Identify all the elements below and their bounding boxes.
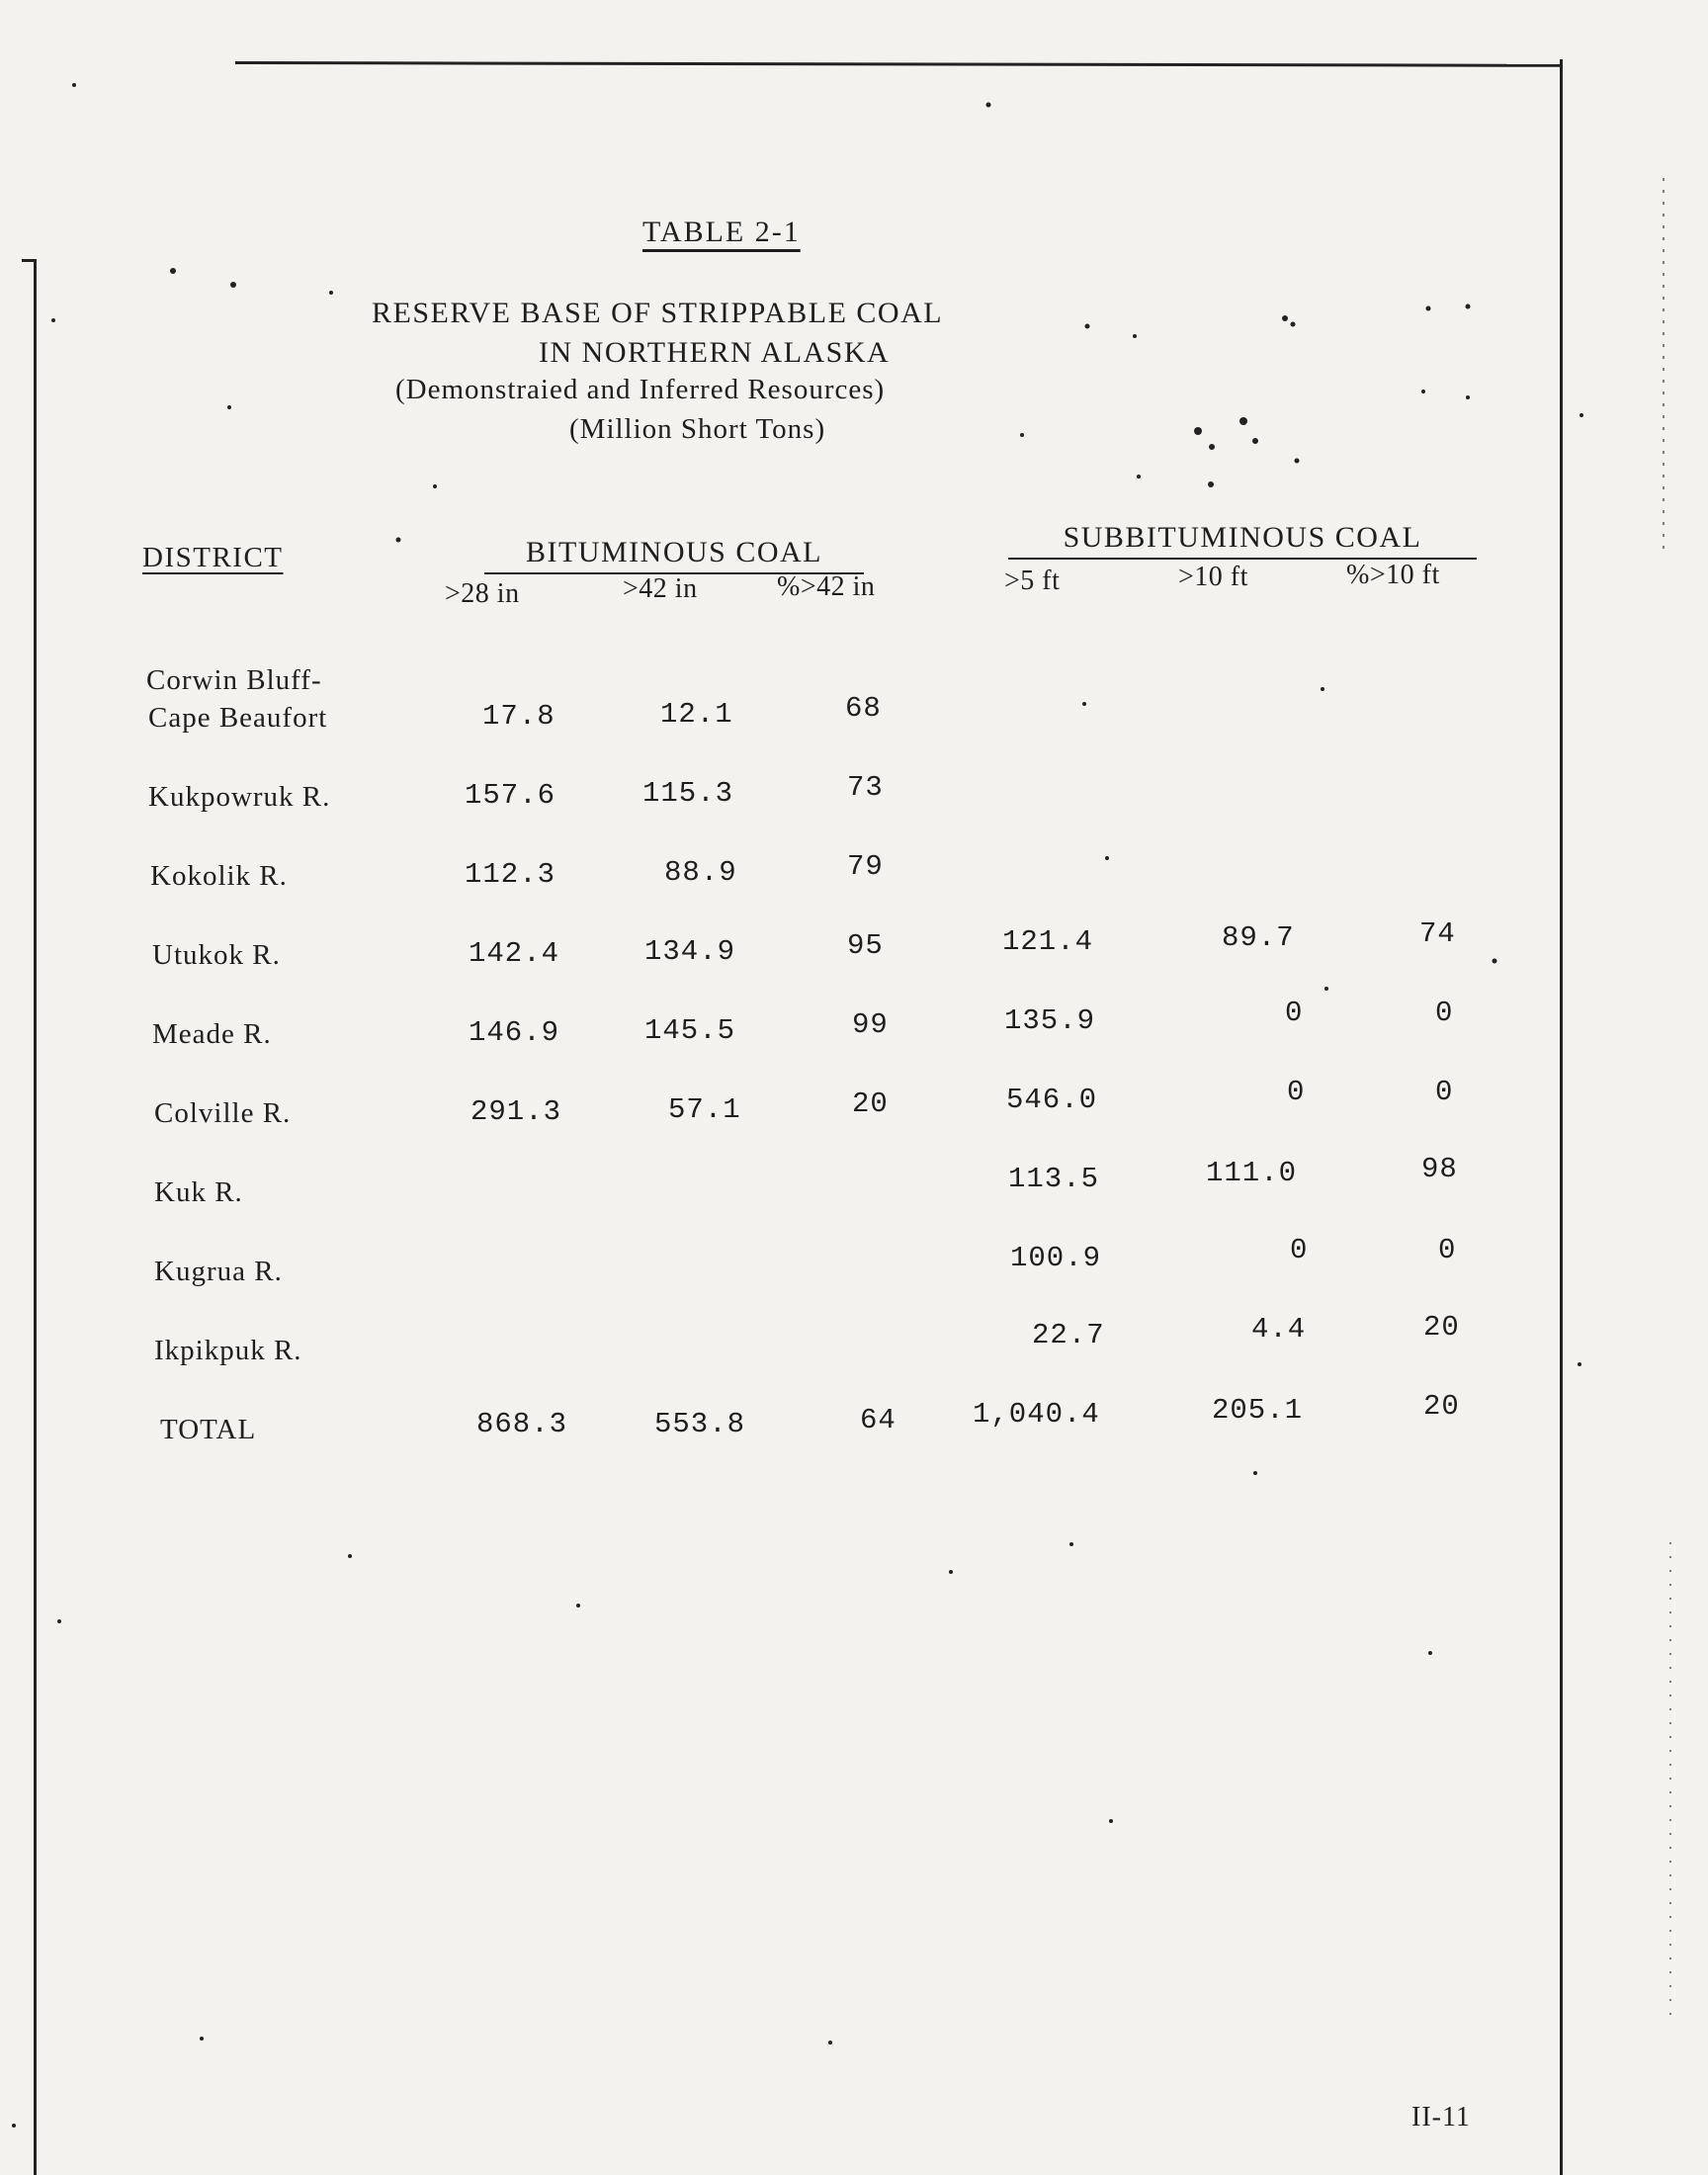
district-name: Kugrua R. <box>154 1256 283 1287</box>
table-cell: 135.9 <box>1004 1004 1096 1037</box>
table-cell: 57.1 <box>668 1093 741 1126</box>
total-cell: 205.1 <box>1212 1394 1304 1427</box>
subbituminous-header: SUBBITUMINOUS COAL <box>1008 521 1477 560</box>
district-header: DISTRICT <box>142 542 284 573</box>
table-cell: 95 <box>847 929 884 962</box>
table-cell: 98 <box>1421 1153 1458 1185</box>
table-cell: 0 <box>1285 997 1304 1029</box>
subtitle-line-2: (Million Short Tons) <box>569 413 826 445</box>
total-cell: 553.8 <box>654 1408 746 1440</box>
table-cell: 111.0 <box>1206 1157 1298 1189</box>
table-cell: 121.4 <box>1002 925 1094 958</box>
table-cell: 0 <box>1438 1234 1457 1266</box>
column-header: >5 ft <box>1004 566 1061 596</box>
district-name: Kukpowruk R. <box>148 781 331 813</box>
table-cell: 0 <box>1290 1234 1309 1266</box>
district-name: Kuk R. <box>154 1176 243 1208</box>
page-border-right <box>1560 59 1563 2175</box>
column-header: >42 in <box>623 573 698 604</box>
table-number: TABLE 2-1 <box>642 216 801 248</box>
table-cell: 0 <box>1435 1076 1454 1108</box>
column-header: %>42 in <box>777 571 876 602</box>
district-name: Kokolik R. <box>150 860 288 892</box>
column-header: >28 in <box>445 578 520 609</box>
table-cell: 0 <box>1435 997 1454 1029</box>
table-cell: 100.9 <box>1010 1242 1102 1274</box>
total-cell: 868.3 <box>476 1408 568 1440</box>
table-cell: 20 <box>852 1088 889 1120</box>
total-label: TOTAL <box>160 1414 257 1445</box>
total-cell: 1,040.4 <box>973 1398 1100 1431</box>
subtitle-line-1: (Demonstraied and Inferred Resources) <box>395 374 886 405</box>
district-name: Ikpikpuk R. <box>154 1335 302 1366</box>
district-name: Meade R. <box>152 1018 272 1050</box>
table-cell: 12.1 <box>660 698 733 731</box>
table-cell: 20 <box>1423 1311 1460 1344</box>
table-cell: 115.3 <box>642 777 734 810</box>
table-cell: 546.0 <box>1006 1084 1098 1116</box>
table-cell: 73 <box>847 771 884 804</box>
table-cell: 134.9 <box>644 935 736 968</box>
district-name: Cape Beaufort <box>148 702 328 734</box>
table-cell: 157.6 <box>465 779 556 812</box>
table-cell: 142.4 <box>469 937 560 970</box>
table-cell: 68 <box>845 692 882 725</box>
table-cell: 99 <box>852 1008 889 1041</box>
table-cell: 4.4 <box>1251 1313 1307 1346</box>
table-cell: 146.9 <box>469 1016 560 1049</box>
page-border-top <box>235 61 1562 67</box>
district-name: Utukok R. <box>152 939 281 971</box>
table-cell: 0 <box>1287 1076 1306 1108</box>
table-cell: 113.5 <box>1008 1163 1100 1195</box>
district-name: Corwin Bluff- <box>146 664 322 696</box>
title-line-1: RESERVE BASE OF STRIPPABLE COAL <box>372 297 944 329</box>
column-header: %>10 ft <box>1346 560 1440 590</box>
table-cell: 22.7 <box>1032 1319 1105 1351</box>
page-border-left <box>34 259 37 2175</box>
table-cell: 17.8 <box>482 700 555 733</box>
table-cell: 145.5 <box>644 1014 736 1047</box>
table-cell: 291.3 <box>470 1095 562 1128</box>
total-cell: 20 <box>1423 1390 1460 1423</box>
table-cell: 89.7 <box>1222 921 1295 954</box>
title-line-2: IN NORTHERN ALASKA <box>539 336 891 369</box>
district-name: Colville R. <box>154 1097 292 1129</box>
table-cell: 79 <box>847 850 884 883</box>
table-cell: 112.3 <box>465 858 556 891</box>
page-number: II-11 <box>1411 2102 1471 2132</box>
column-header: >10 ft <box>1178 562 1248 592</box>
total-cell: 64 <box>860 1404 897 1436</box>
table-cell: 74 <box>1419 917 1456 950</box>
bituminous-header: BITUMINOUS COAL <box>484 536 864 574</box>
table-cell: 88.9 <box>664 856 737 889</box>
